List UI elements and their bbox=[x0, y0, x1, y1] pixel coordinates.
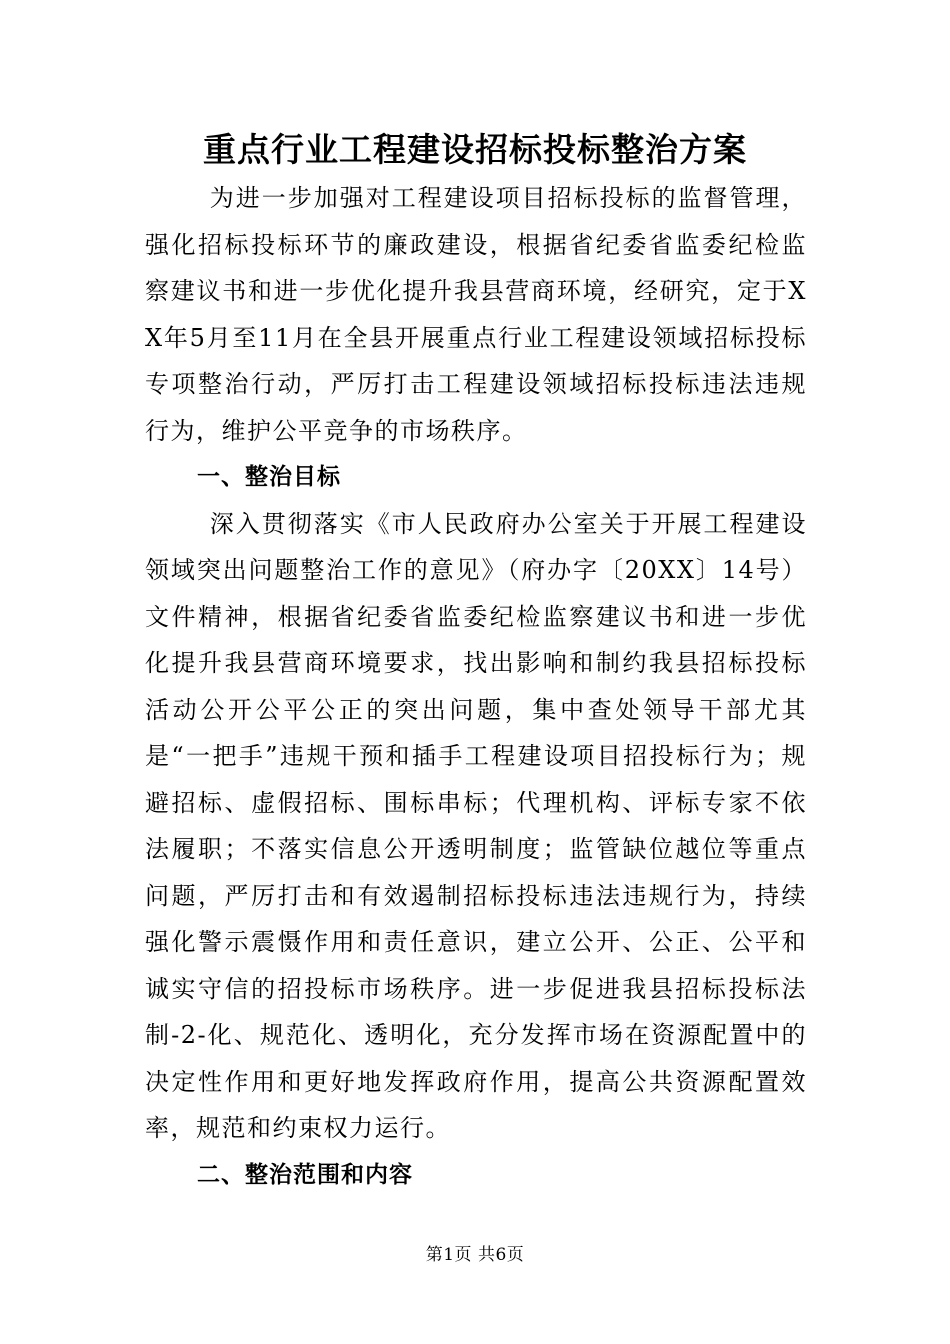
goals-paragraph: 深入贯彻落实《市人民政府办公室关于开展工程建设领域突出问题整治工作的意见》（府办字〔20XX〕14号）文件精神，根据省纪委省监委纪检监察建议书和进一步优化提升我县营商环境要求，找出影响和制约我县招标投标活动公开公平公正的突出问题，集中查处领导干部尤其是“一把手”违规干预和插手工程建设项目招投标行为；规避招标、虚假招标、围标串标；代理机构、评标专家不依法履职；不落实信息公开透明制度；监管缺位越位等重点问题，严厉打击和有效遏制招标投标违法违规行为，持续强化警示震慑作用和责任意识，建立公开、公正、公平和诚实守信的招投标市场秩序。进一步促进我县招标投标法制-2-化、规范化、透明化，充分发挥市场在资源配置中的决定性作用和更好地发挥政府作用，提高公共资源配置效率，规范和约束权力运行。 bbox=[145, 509, 807, 1142]
document-body bbox=[145, 175, 807, 1198]
page-footer: 第1页 共6页 bbox=[425, 1245, 525, 1265]
section-heading-goals: 一、整治目标 bbox=[197, 464, 341, 490]
intro-paragraph: 为进一步加强对工程建设项目招标投标的监督管理，强化招标投标环节的廉政建设，根据省纪委省监委纪检监察建议书和进一步优化提升我县营商环境，经研究，定于XX年5月至11月在全县开展重点行业工程建设领域招标投标专项整治行动，严厉打击工程建设领域招标投标违法违规行为，维护公平竞争的市场秩序。 bbox=[145, 184, 807, 445]
document-title: 重点行业工程建设招标投标整治方案 bbox=[203, 130, 747, 169]
section-heading-scope: 二、整治范围和内容 bbox=[197, 1161, 413, 1188]
